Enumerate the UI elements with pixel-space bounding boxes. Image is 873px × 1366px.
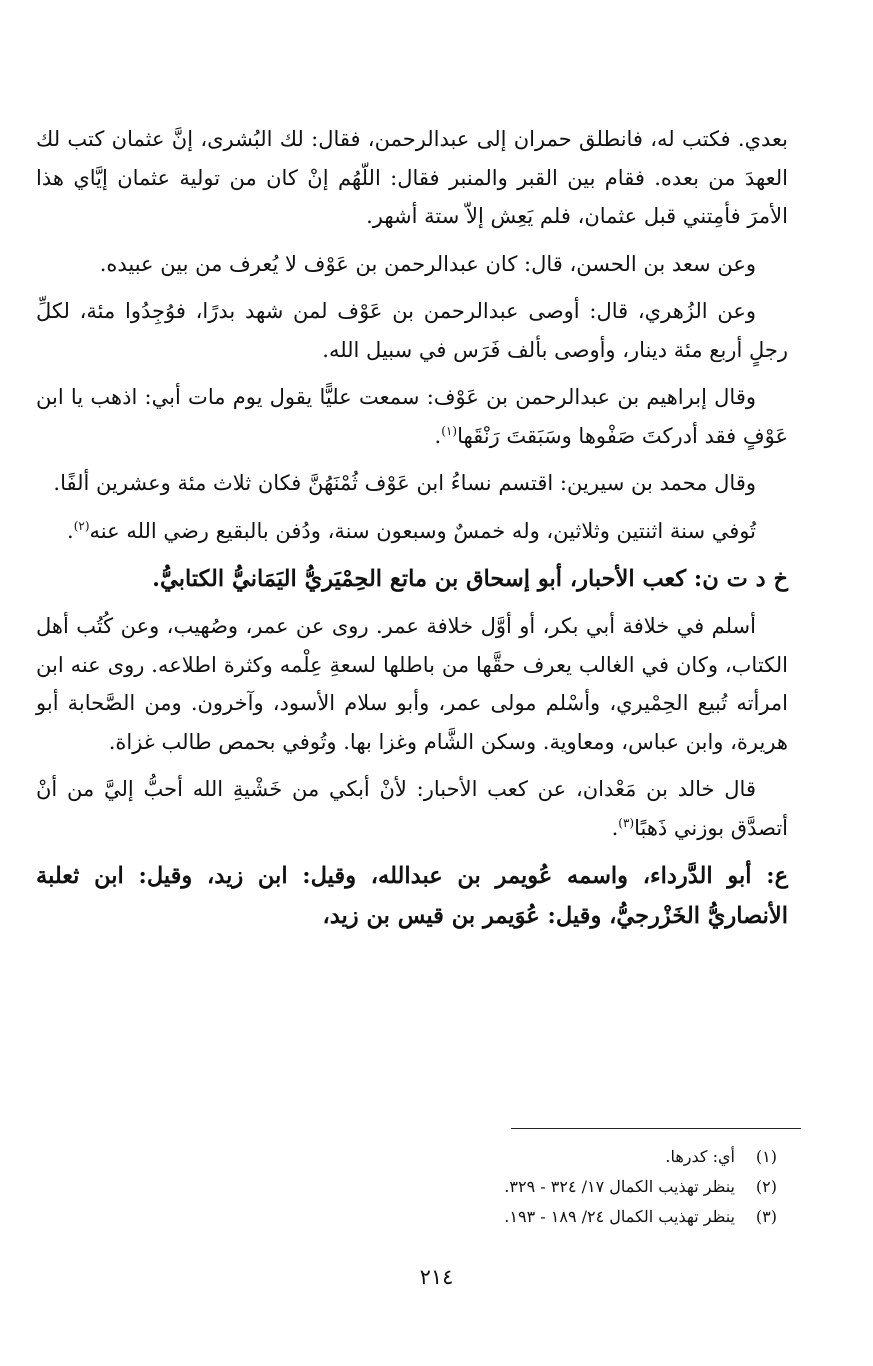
page-number: ٢١٤ bbox=[419, 1265, 454, 1289]
footnote-text: ينظر تهذيب الكمال ١٧/ ٣٢٤ - ٣٢٩. bbox=[504, 1177, 735, 1196]
footnote-marker: (٢) bbox=[73, 518, 90, 533]
footnote-item bbox=[77, 1202, 777, 1232]
footnote-marker: (٣) bbox=[618, 815, 635, 830]
footnote-number: (٣) bbox=[755, 1207, 777, 1226]
paragraph: وعن الزُهري، قال: أوصى عبدالرحمن بن عَوْف لمن شهد بدرًا، فوُجِدُوا مئة، لكلِّ رجلٍ أربع مئة دينار، وأوصى بألف فَرَس في سبيل الله. bbox=[36, 299, 788, 362]
footnote-marker: (١) bbox=[441, 423, 458, 438]
footnote-text: أي: كدرها. bbox=[665, 1147, 735, 1166]
paragraph: وعن سعد بن الحسن، قال: كان عبدالرحمن بن عَوْف لا يُعرف من بين عبيده. bbox=[99, 251, 756, 276]
paragraph: أسلم في خلافة أبي بكر، أو أوَّل خلافة عمر. روى عن عمر، وصُهيب، وعن كُتُب أهل الكتاب، وكان في الغالب يعرف حقَّها من باطلها لسعةِ عِلْمه وكثرة اطلاعه. روى عنه ابن امرأته تُبيع الحِمْيري، وأسْلم مولى عمر، وأبو سلام الأسود، وآخرون. ومن الصَّحابة أبو هريرة، وابن عباس، ومعاوية. وسكن الشَّام وغزا بها. وتُوفي بحمص طالب غزاة. bbox=[36, 614, 788, 754]
footnote-text: ينظر تهذيب الكمال ٢٤/ ١٨٩ - ١٩٣. bbox=[504, 1207, 735, 1226]
paragraph: وقال محمد بن سيرين: اقتسم نساءُ ابن عَوْف ثُمْنَهُنَّ فكان ثلاث مئة وعشرين ألفًا. bbox=[53, 471, 756, 495]
footnote-item bbox=[77, 1142, 777, 1172]
footnote-divider bbox=[511, 1128, 801, 1129]
biography-heading: ع: أبو الدَّرداء، واسمه عُويمر بن عبدالله، وقيل: ابن زيد، وقيل: ابن ثعلبة الأنصاريُّ الخَزْرجيُّ، وقيل: عُوَيمر بن قيس بن زيد، bbox=[36, 863, 788, 929]
footnote-number: (١) bbox=[755, 1147, 777, 1166]
paragraph: وقال إبراهيم بن عبدالرحمن بن عَوْف: سمعت عليًّا يقول يوم مات أبي: اذهب يا ابن عَوْفٍ فقد أدركتَ صَفْوها وسَبَقتَ رَنْقَها$^{(١)}$. bbox=[36, 385, 788, 448]
footnote-number: (٢) bbox=[755, 1177, 777, 1196]
paragraph: قال خالد بن مَعْدان، عن كعب الأحبار: لأنْ أبكي من خَشْيةِ الله أحبُّ إليَّ من أنْ أتصدَّق بوزني ذَهبًا$^{(٣)}$. bbox=[36, 777, 788, 840]
paragraph: بعدي. فكتب له، فانطلق حمران إلى عبدالرحمن، فقال: لك البُشرى، إنَّ عثمان كتب لك العهدَ من بعده. فقام بين القبر والمنبر فقال: اللّهُم إنْ كان من تولية عثمان إيَّاي هذا الأمرَ فأمِتني قبل عثمان، فلم يَعِش إلاّ ستة أشهر. bbox=[36, 127, 788, 228]
main-text bbox=[36, 120, 788, 944]
biography-heading: خ د ت ن: كعب الأحبار، أبو إسحاق بن ماتع الحِمْيَريُّ اليَمَانيُّ الكتابيُّ. bbox=[152, 566, 788, 592]
footnote-item bbox=[77, 1172, 777, 1202]
footnotes bbox=[77, 1142, 777, 1232]
paragraph: تُوفي سنة اثنتين وثلاثين، وله خمسٌ وسبعون سنة، ودُفن بالبقيع رضي الله عنه$^{(٢)}$. bbox=[67, 518, 756, 543]
